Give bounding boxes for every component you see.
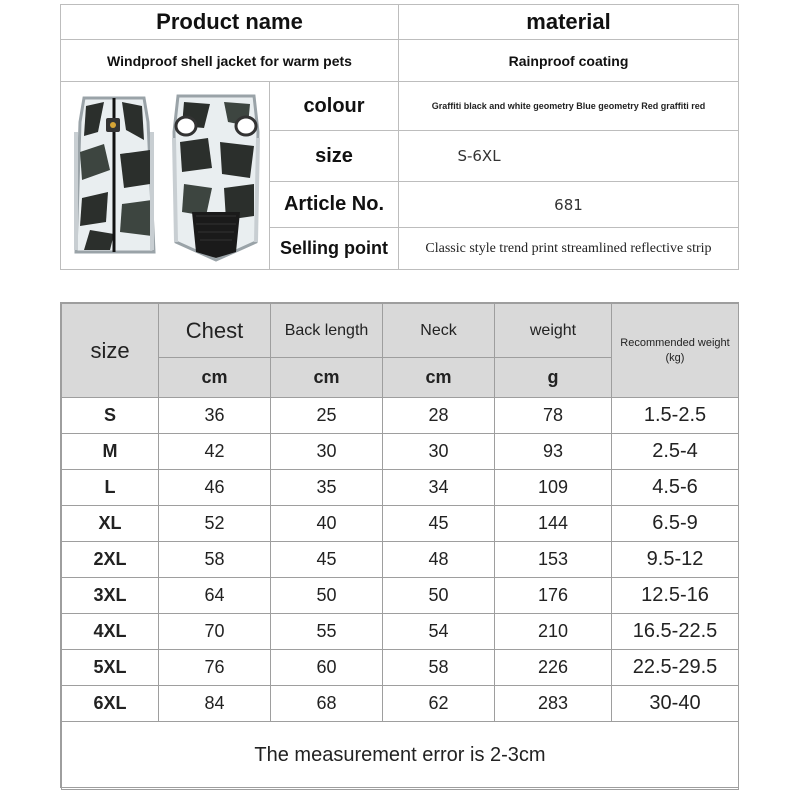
recommended-weight-cell: 30-40 <box>612 686 739 722</box>
weight-cell: 176 <box>495 578 612 614</box>
size-cell: S <box>62 398 159 434</box>
chest-cell: 76 <box>159 650 271 686</box>
back-length-cell: 60 <box>271 650 383 686</box>
pet-jacket-front-image <box>70 92 158 262</box>
back-length-cell: 55 <box>271 614 383 650</box>
size-cell: 4XL <box>62 614 159 650</box>
table-row <box>62 686 739 722</box>
weight-cell: 144 <box>495 506 612 542</box>
weight-column-header: weight <box>495 304 612 358</box>
neck-cell: 62 <box>383 686 495 722</box>
measurement-error-note: The measurement error is 2-3cm <box>62 722 739 790</box>
weight-cell: 109 <box>495 470 612 506</box>
recommended-weight-cell: 12.5-16 <box>612 578 739 614</box>
neck-cell: 50 <box>383 578 495 614</box>
back-length-cell: 25 <box>271 398 383 434</box>
chest-cell: 46 <box>159 470 271 506</box>
weight-cell: 210 <box>495 614 612 650</box>
material-value: Rainproof coating <box>508 52 629 69</box>
weight-cell: 93 <box>495 434 612 470</box>
back-length-cell: 35 <box>271 470 383 506</box>
neck-column-header: Neck <box>383 304 495 358</box>
size-value: S-6XL <box>457 147 501 165</box>
size-header-text: size <box>90 337 130 363</box>
recommended-weight-column-header <box>612 304 739 398</box>
table-row <box>62 506 739 542</box>
chest-header-text: Chest <box>185 317 244 343</box>
chest-cell: 36 <box>159 398 271 434</box>
back-length-unit: cm <box>271 358 383 398</box>
chest-unit: cm <box>159 358 271 398</box>
neck-cell: 28 <box>383 398 495 434</box>
article-no-label: Article No. <box>283 193 385 215</box>
size-cell: L <box>62 470 159 506</box>
neck-cell: 30 <box>383 434 495 470</box>
back-length-column-header: Back length <box>271 304 383 358</box>
recommended-weight-cell: 2.5-4 <box>612 434 739 470</box>
size-cell: 3XL <box>62 578 159 614</box>
size-column-header <box>62 304 159 398</box>
chest-cell: 42 <box>159 434 271 470</box>
neck-cell: 54 <box>383 614 495 650</box>
product-info-table <box>60 4 739 270</box>
back-length-cell: 50 <box>271 578 383 614</box>
recommended-weight-cell: 6.5-9 <box>612 506 739 542</box>
weight-cell: 78 <box>495 398 612 434</box>
table-row <box>62 470 739 506</box>
size-chart-table <box>60 302 739 788</box>
article-no-value: 681 <box>554 195 583 214</box>
weight-unit: g <box>495 358 612 398</box>
neck-cell: 45 <box>383 506 495 542</box>
size-cell: XL <box>62 506 159 542</box>
neck-cell: 48 <box>383 542 495 578</box>
weight-cell: 153 <box>495 542 612 578</box>
neck-cell: 58 <box>383 650 495 686</box>
chest-cell: 52 <box>159 506 271 542</box>
size-rows <box>62 398 739 790</box>
chest-cell: 70 <box>159 614 271 650</box>
weight-cell: 283 <box>495 686 612 722</box>
table-row <box>62 398 739 434</box>
product-name-header: Product name <box>156 9 303 34</box>
recommended-weight-cell: 16.5-22.5 <box>612 614 739 650</box>
colour-value: Graffiti black and white geometry Blue geometry Red graffiti red <box>431 101 706 111</box>
table-row <box>62 542 739 578</box>
selling-point-label: Selling point <box>280 238 388 258</box>
size-cell: 2XL <box>62 542 159 578</box>
product-images <box>62 83 269 270</box>
chest-cell: 58 <box>159 542 271 578</box>
material-header: material <box>526 9 611 34</box>
chest-column-header <box>159 304 271 358</box>
recommended-weight-cell: 4.5-6 <box>612 470 739 506</box>
neck-cell: 34 <box>383 470 495 506</box>
pet-jacket-back-image <box>170 92 262 262</box>
table-row <box>62 614 739 650</box>
recommended-weight-cell: 9.5-12 <box>612 542 739 578</box>
recommended-weight-cell: 22.5-29.5 <box>612 650 739 686</box>
back-length-cell: 68 <box>271 686 383 722</box>
note-row <box>62 722 739 790</box>
product-name-value: Windproof shell jacket for warm pets <box>107 52 352 69</box>
size-cell: 6XL <box>62 686 159 722</box>
table-row <box>62 578 739 614</box>
back-length-cell: 45 <box>271 542 383 578</box>
table-row <box>62 434 739 470</box>
colour-label: colour <box>303 94 365 117</box>
weight-cell: 226 <box>495 650 612 686</box>
size-label: size <box>315 144 353 167</box>
selling-point-value: Classic style trend print streamlined reflective strip <box>425 240 712 256</box>
size-cell: M <box>62 434 159 470</box>
neck-unit: cm <box>383 358 495 398</box>
back-length-cell: 30 <box>271 434 383 470</box>
chest-cell: 64 <box>159 578 271 614</box>
size-cell: 5XL <box>62 650 159 686</box>
recommended-weight-cell: 1.5-2.5 <box>612 398 739 434</box>
back-length-cell: 40 <box>271 506 383 542</box>
table-row <box>62 650 739 686</box>
recommended-weight-header-text: Recommended weight <box>620 336 730 349</box>
recommended-weight-unit: (kg) <box>665 351 685 364</box>
chest-cell: 84 <box>159 686 271 722</box>
